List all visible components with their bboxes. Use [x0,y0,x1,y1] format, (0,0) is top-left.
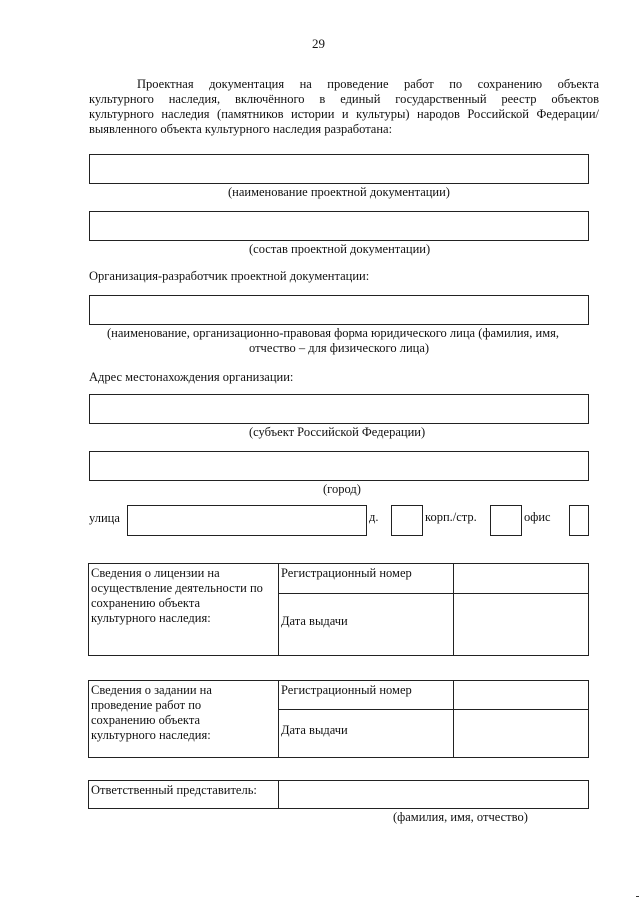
street-field[interactable] [127,505,367,536]
license-label-cell [89,564,279,656]
intro-line-4: выявленного объекта культурного наследия разработана: [89,122,393,136]
task-label-line-2: проведение работ по [91,698,202,712]
license-issue-date-field[interactable] [454,593,589,655]
representative-label: Ответственный представитель: [89,781,279,809]
building-label: корп./стр. [425,510,477,524]
task-label-line-3: сохранению объекта [91,713,200,727]
license-label-line-1: Сведения о лицензии на [91,566,220,580]
document-composition-field[interactable] [89,211,589,241]
office-label: офис [524,510,551,524]
developer-name-field[interactable] [89,295,589,325]
building-field[interactable] [490,505,522,536]
license-issue-date-label: Дата выдачи [279,593,454,655]
subject-caption: (субъект Российской Федерации) [249,425,426,439]
page-number: 29 [312,36,325,51]
task-label-line-1: Сведения о задании на [91,683,212,697]
task-label-line-4: культурного наследия: [91,728,211,742]
representative-caption: (фамилия, имя, отчество) [393,810,528,824]
intro-paragraph [89,77,599,137]
task-table [88,680,589,758]
task-issue-date-label: Дата выдачи [279,710,454,758]
intro-line-1: Проектная документация на проведение работ по сохранению объекта [137,77,599,91]
license-label-line-3: сохранению объекта [91,596,200,610]
developer-label: Организация-разработчик проектной документации: [89,269,370,283]
license-reg-number-field[interactable] [454,564,589,594]
document-name-caption: (наименование проектной документации) [228,185,450,199]
representative-field[interactable] [279,781,589,809]
task-reg-number-label: Регистрационный номер [279,681,454,710]
license-reg-number-label: Регистрационный номер [279,564,454,594]
house-label: д. [369,510,379,524]
address-label: Адрес местонахождения организации: [89,370,294,384]
intro-line-2: культурного наследия, включённого в единый государственный реестр объектов [89,92,599,106]
office-field[interactable] [569,505,589,536]
document-composition-caption: (состав проектной документации) [249,242,431,256]
developer-caption-line-2: отчество – для физического лица) [249,341,430,355]
city-caption: (город) [323,482,361,496]
task-reg-number-field[interactable] [454,681,589,710]
license-label-line-4: культурного наследия: [91,611,211,625]
task-label-cell [89,681,279,758]
subject-field[interactable] [89,394,589,424]
representative-table [88,780,589,809]
house-field[interactable] [391,505,423,536]
task-issue-date-field[interactable] [454,710,589,758]
city-field[interactable] [89,451,589,481]
document-name-field[interactable] [89,154,589,184]
street-label: улица [89,511,120,525]
developer-caption-line-1: (наименование, организационно-правовая форма юридического лица (фамилия, имя, [107,326,560,340]
license-label-line-2: осуществление деятельности по [91,581,263,595]
intro-line-3: культурного наследия (памятников истории и культуры) народов Российской Федерации/ [89,107,599,121]
license-table [88,563,589,656]
scan-edge-mark [636,896,639,897]
